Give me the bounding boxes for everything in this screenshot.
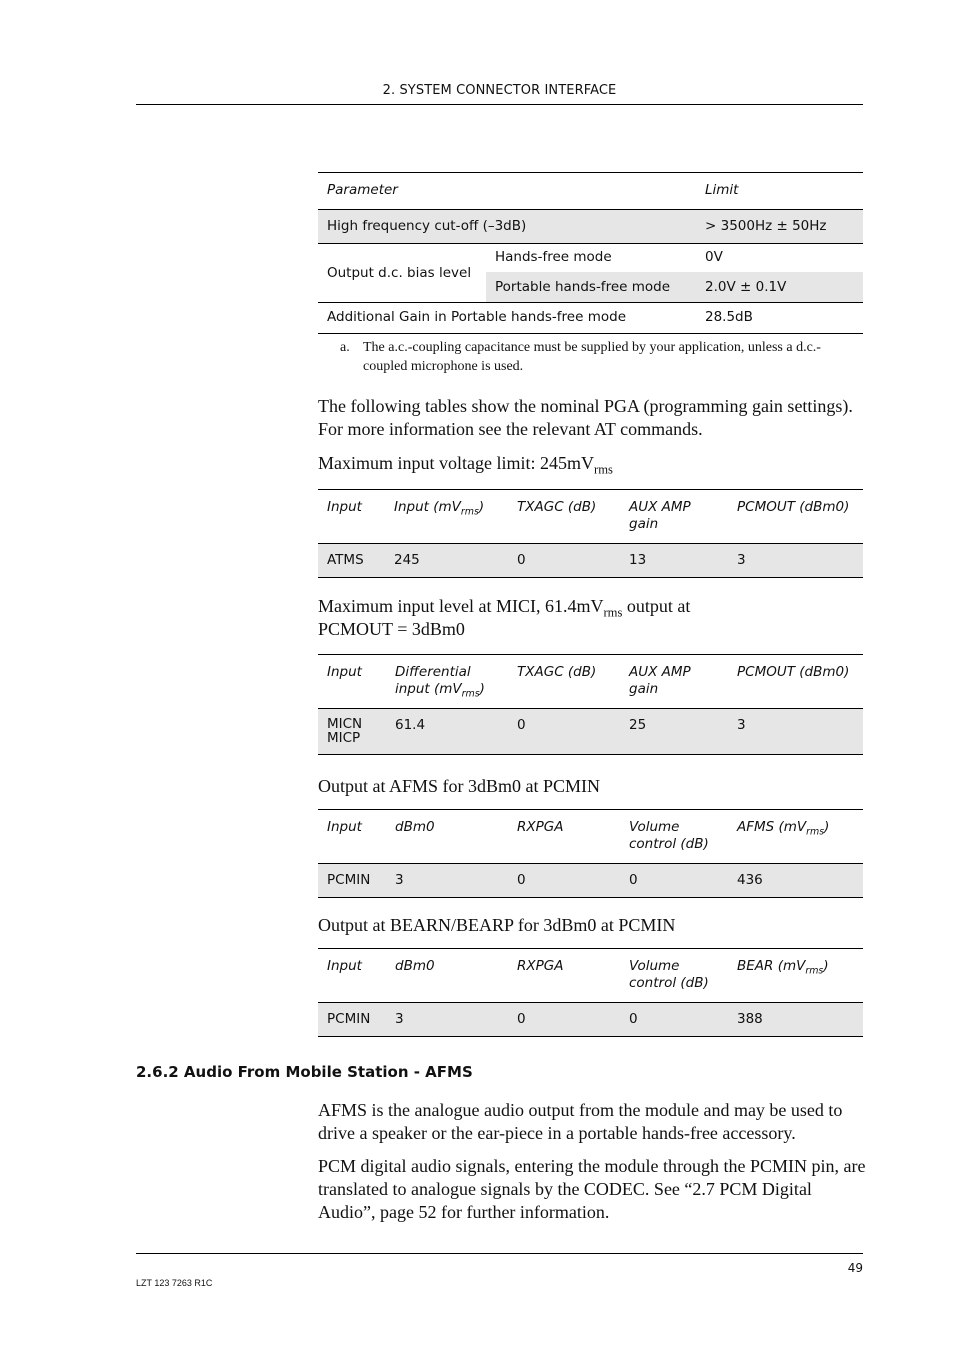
- table-row: [318, 709, 863, 755]
- col-header-txagc: TXAGC (dB): [508, 490, 620, 544]
- col-header-input: Input: [318, 810, 386, 864]
- cell-param: Output d.c. bias level: [318, 244, 486, 303]
- cell-aux-amp: 13: [629, 552, 647, 568]
- table-row: [318, 1003, 863, 1037]
- col-header-input: Input: [318, 949, 386, 1003]
- col-header-rxpga: RXPGA: [508, 810, 620, 864]
- cell-rxpga: 0: [517, 1011, 526, 1027]
- footnote: [340, 338, 860, 376]
- col-header-input-mv: Input $(mV_{rms})$: [385, 490, 508, 544]
- cell-param: Additional Gain in Portable hands-free mode: [318, 303, 696, 334]
- cell-bear: 388: [737, 1011, 763, 1027]
- caption-output-bear: Output at BEARN/BEARP for 3dBm0 at PCMIN: [318, 915, 676, 935]
- cell-param: High frequency cut-off (–3dB): [327, 218, 527, 234]
- footnote-text: The a.c.-coupling capacitance must be supplied by your application, unless a d.c.-coupled microphone is used.: [363, 340, 821, 374]
- col-header-pcmout: PCMOUT (dBm0): [728, 655, 863, 709]
- table-row: [318, 864, 863, 898]
- cell-input: MICN MICP: [327, 716, 363, 746]
- col-header-afms: AFMS $(mV_{rms})$: [728, 810, 863, 864]
- col-header-txagc: TXAGC (dB): [508, 655, 620, 709]
- col-header-pcmout: PCMOUT (dBm0): [728, 490, 863, 544]
- table-row: [318, 303, 863, 334]
- afms-output-table: [318, 809, 863, 898]
- caption-subscript: rms: [603, 605, 623, 620]
- table-row: [318, 244, 863, 273]
- cell-limit: > 3500Hz ± 50Hz: [705, 218, 827, 234]
- cell-aux-amp: 25: [629, 717, 647, 733]
- col-header-aux-amp: AUX AMP gain: [620, 655, 728, 709]
- col-header-parameter: Parameter: [318, 173, 696, 210]
- caption-text: Maximum input voltage limit: 245mV: [318, 453, 594, 473]
- cell-pcmout: 3: [737, 717, 746, 733]
- caption-max-input-level: [318, 595, 866, 641]
- cell-txagc: 0: [517, 717, 526, 733]
- section-heading: 2.6.2 Audio From Mobile Station - AFMS: [136, 1063, 473, 1081]
- col-header-differential-input: Differential input $(mV_{rms})$: [386, 655, 508, 709]
- col-header-dbm0: dBm0: [386, 810, 508, 864]
- intro-paragraph: The following tables show the nominal PGA (programming gain settings). For more information see the relevant AT commands.: [318, 396, 853, 439]
- mici-gain-table: [318, 654, 863, 755]
- running-header: 2. SYSTEM CONNECTOR INTERFACE: [136, 82, 863, 105]
- afms-paragraph: AFMS is the analogue audio output from the module and may be used to drive a speaker or the ear-piece in a portable hands-free accessory.: [318, 1100, 843, 1143]
- cell-input: PCMIN: [327, 872, 371, 888]
- cell-input: ATMS: [327, 552, 364, 568]
- caption-output-afms: Output at AFMS for 3dBm0 at PCMIN: [318, 776, 601, 796]
- atms-gain-table: [318, 489, 863, 578]
- col-header-input: Input: [318, 655, 386, 709]
- cell-volume: 0: [629, 1011, 638, 1027]
- cell-limit: 0V: [696, 244, 863, 273]
- col-header-limit: Limit: [696, 173, 863, 210]
- cell-rxpga: 0: [517, 872, 526, 888]
- bear-output-table: [318, 948, 863, 1037]
- caption-text: PCMOUT = 3dBm0: [318, 619, 465, 639]
- cell-limit: 28.5dB: [696, 303, 863, 334]
- cell-dbm0: 3: [395, 872, 404, 888]
- col-header-volume: Volume control (dB): [620, 810, 728, 864]
- cell-volume: 0: [629, 872, 638, 888]
- footer-rule: [136, 1253, 863, 1254]
- col-header-bear: BEAR $(mV_{rms})$: [728, 949, 863, 1003]
- document-id: LZT 123 7263 R1C: [136, 1278, 213, 1288]
- cell-input: PCMIN: [327, 1011, 371, 1027]
- footnote-mark: a.: [340, 340, 350, 355]
- table-row: [318, 210, 863, 244]
- table-row: [318, 544, 863, 578]
- cell-input-mv: 245: [394, 552, 420, 568]
- cell-mode: Hands-free mode: [486, 244, 696, 273]
- page-number: 49: [847, 1261, 863, 1275]
- parameter-limit-table: [318, 172, 863, 334]
- cell-mode: Portable hands-free mode: [486, 272, 696, 303]
- cell-pcmout: 3: [737, 552, 746, 568]
- col-header-input: Input: [318, 490, 385, 544]
- col-header-volume: Volume control (dB): [620, 949, 728, 1003]
- cell-txagc: 0: [517, 552, 526, 568]
- col-header-aux-amp: AUX AMP gain: [620, 490, 728, 544]
- cell-afms: 436: [737, 872, 763, 888]
- col-header-dbm0: dBm0: [386, 949, 508, 1003]
- caption-text: Maximum input level at MICI, 61.4mV: [318, 596, 604, 616]
- caption-subscript: rms: [594, 462, 613, 477]
- pcm-paragraph: PCM digital audio signals, entering the module through the PCMIN pin, are translated to analogue signals by the CODEC. See “2.7 PCM Digital Audio”, page 52 for further information.: [318, 1156, 866, 1222]
- cell-differential-input: 61.4: [395, 717, 426, 733]
- cell-limit: 2.0V ± 0.1V: [696, 272, 863, 303]
- cell-dbm0: 3: [395, 1011, 404, 1027]
- caption-max-input-voltage: [318, 452, 866, 475]
- col-header-rxpga: RXPGA: [508, 949, 620, 1003]
- caption-text: output at: [622, 596, 691, 616]
